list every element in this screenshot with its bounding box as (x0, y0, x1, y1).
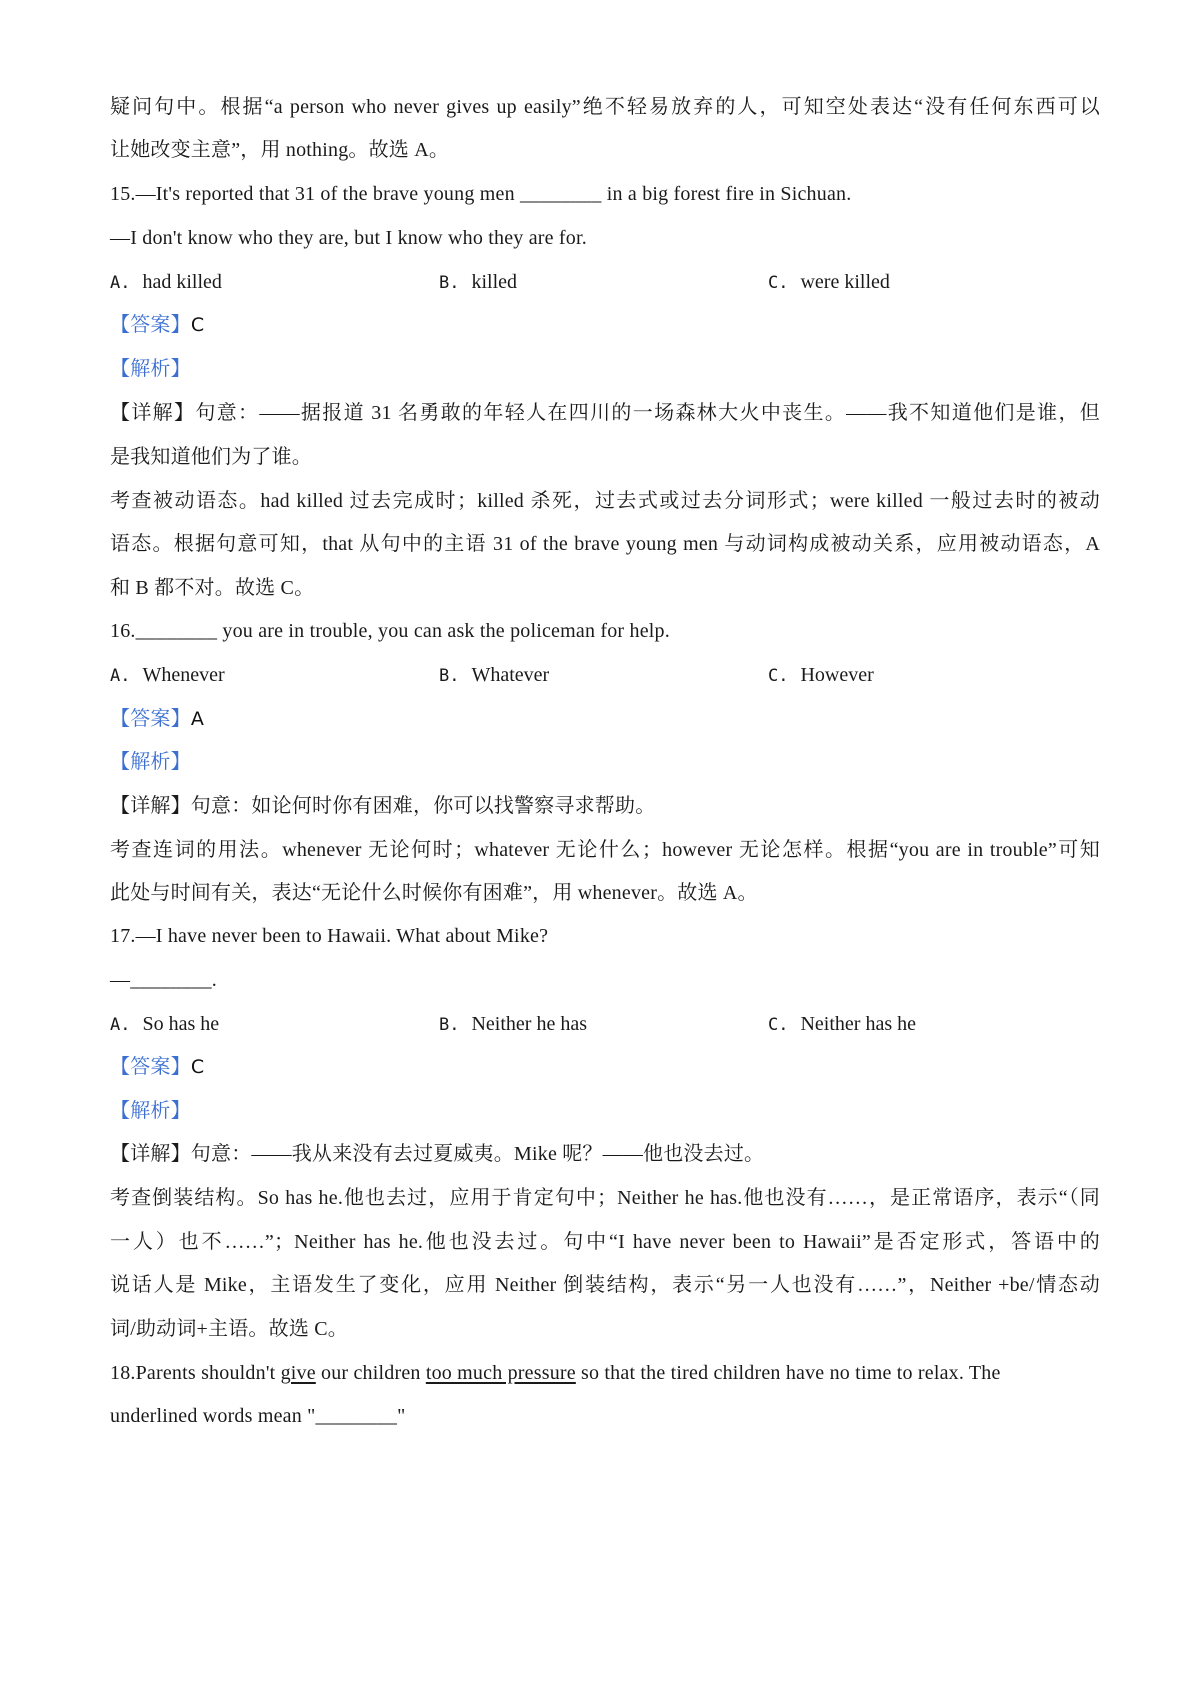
q17-analysis-label: 【解析】 (110, 1100, 191, 1122)
q15-explanation-1: 考查被动语态。had killed 过去完成时；killed 杀死，过去式或过去分词形式；were killed 一般过去时的被动 (110, 490, 1100, 512)
q15-detail-1: 【详解】句意：——据报道 31 名勇敢的年轻人在四川的一场森林大火中丧生。——我不知道他们是谁，但 (110, 402, 1100, 424)
q16-analysis-label: 【解析】 (110, 751, 191, 773)
q17-option-a: A. So has he (110, 1013, 220, 1035)
q16-answer: 【答案】A (110, 708, 205, 730)
q17-stem-reply: —________. (110, 969, 217, 991)
q17-option-c: C. Neither has he (768, 1013, 916, 1035)
answer-label: 【答案】 (110, 314, 191, 336)
underlined-phrase: too much pressure (425, 1362, 576, 1384)
q16-explanation-1: 考查连词的用法。whenever 无论何时；whatever 无论什么；however 无论怎样。根据“you are in trouble”可知 (110, 839, 1100, 861)
q16-explanation-2: 此处与时间有关，表达“无论什么时候你有困难”，用 whenever。故选 A。 (110, 882, 758, 904)
q15-option-c: C. were killed (768, 271, 890, 293)
q15-analysis-label: 【解析】 (110, 358, 191, 380)
q15-detail-2: 是我知道他们为了谁。 (110, 446, 312, 468)
q18-stem: 18.Parents shouldn't give our children too much pressure so that the tired children have no time to relax. The (110, 1362, 1001, 1384)
q17-explanation-2: 一人）也不……”；Neither has he.他也没去过。句中“I have never been to Hawaii”是否定形式，答语中的 (110, 1231, 1100, 1253)
intro-line-2: 让她改变主意”，用 nothing。故选 A。 (110, 139, 450, 161)
q15-explanation-2: 语态。根据句意可知，that 从句中的主语 31 of the brave young men 与动词构成被动关系，应用被动语态，A (110, 533, 1100, 555)
q16-detail-1: 【详解】句意：如论何时你有困难，你可以找警察寻求帮助。 (110, 795, 656, 817)
q15-stem-reply: —I don't know who they are, but I know who they are for. (110, 227, 587, 249)
q18-stem-2: underlined words mean "________" (110, 1405, 406, 1427)
q16-stem: 16.________ you are in trouble, you can ask the policeman for help. (110, 620, 670, 642)
q17-explanation-4: 词/助动词+主语。故选 C。 (110, 1318, 348, 1340)
q15-option-a: A. had killed (110, 271, 222, 293)
q17-detail-1: 【详解】句意：——我从来没有去过夏威夷。Mike 呢？——他也没去过。 (110, 1143, 765, 1165)
q17-stem: 17.—I have never been to Hawaii. What about Mike? (110, 925, 549, 947)
q17-explanation-1: 考查倒装结构。So has he.他也去过，应用于肯定句中；Neither he has.他也没有……，是正常语序，表示“（同 (110, 1187, 1100, 1209)
intro-line-1: 疑问句中。根据“a person who never gives up easily”绝不轻易放弃的人，可知空处表达“没有任何东西可以 (110, 96, 1100, 118)
q15-answer: 【答案】C (110, 314, 205, 336)
q15-option-b: B. killed (439, 271, 518, 293)
q17-option-b: B. Neither he has (439, 1013, 587, 1035)
q15-explanation-3: 和 B 都不对。故选 C。 (110, 577, 315, 599)
q15-stem: 15.—It's reported that 31 of the brave young men ________ in a big forest fire in Sichuan. (110, 183, 852, 205)
underlined-word-give: give (280, 1362, 316, 1384)
q16-option-c: C. However (768, 664, 874, 686)
q16-option-b: B. Whatever (439, 664, 550, 686)
q17-answer: 【答案】C (110, 1056, 205, 1078)
q17-explanation-3: 说话人是 Mike，主语发生了变化，应用 Neither 倒装结构，表示“另一人也没有……”，Neither +be/情态动 (110, 1274, 1100, 1296)
q16-option-a: A. Whenever (110, 664, 225, 686)
